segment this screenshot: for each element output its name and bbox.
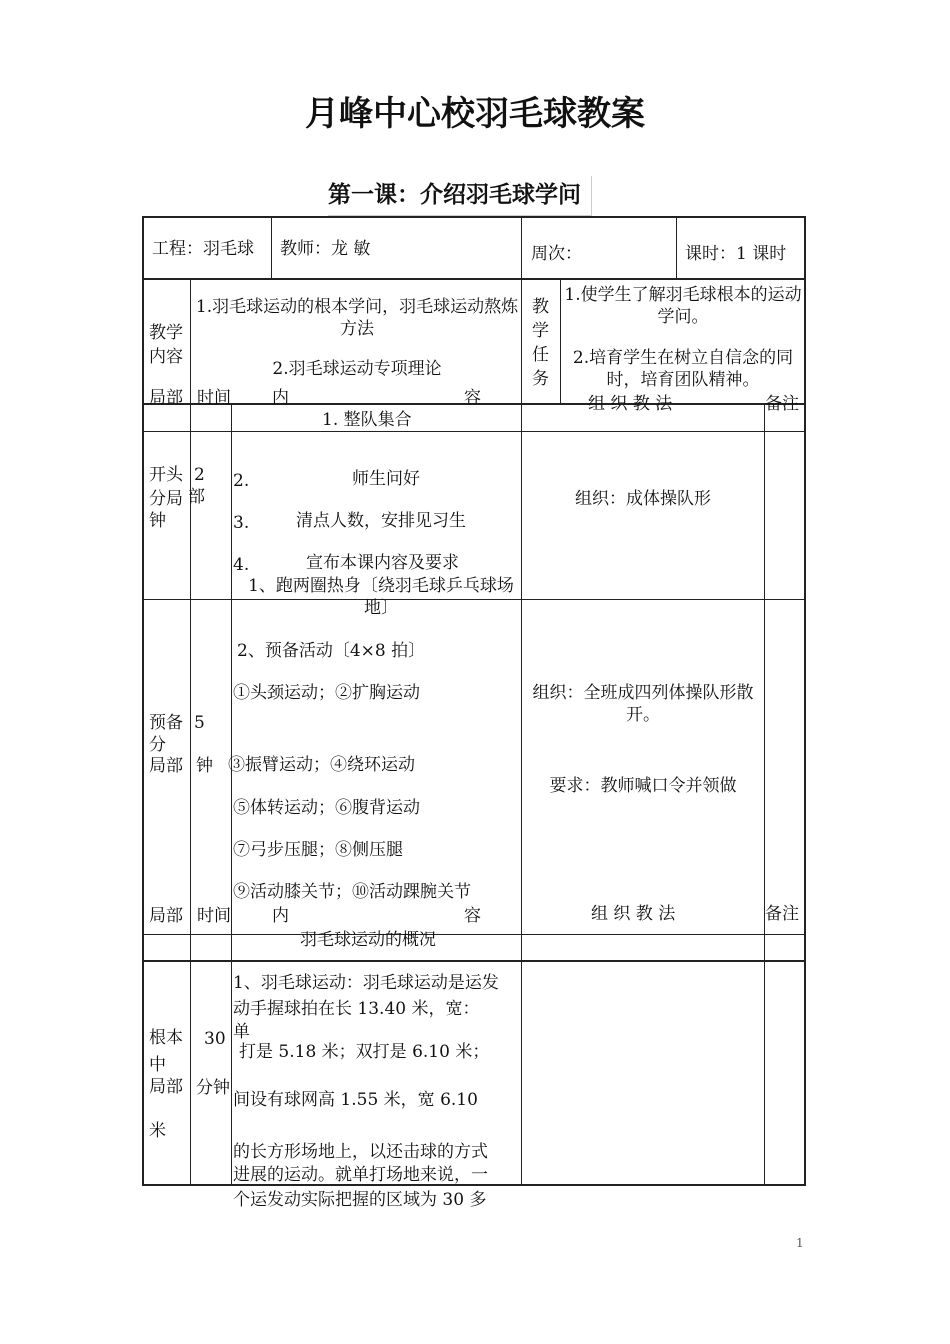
basic-label-1: 根本 — [149, 1028, 183, 1048]
opening-item-3-num: 3. — [233, 513, 250, 533]
opening-item-3: 清点人数，安排见习生 — [296, 511, 466, 531]
warmup-item-3: ①头颈运动；②扩胸运动 — [233, 683, 420, 703]
opening-item-2: 师生问好 — [352, 469, 420, 489]
task-label-4: 务 — [532, 369, 549, 389]
warmup-item-4: ③振臂运动；④绕环运动 — [228, 755, 415, 775]
basic-line-5: 间设有球网高 1.55 米，宽 6.10 — [233, 1090, 478, 1110]
week-cell: 周次： — [531, 244, 582, 264]
basic-label-3: 局部 — [149, 1077, 183, 1097]
warmup-item-7: ⑨活动膝关节；⑩活动踝腕关节 — [233, 882, 471, 902]
content-label-1: 教学 — [149, 323, 183, 343]
col-header-method: 组 织 教 法 — [588, 394, 673, 414]
content-label-2: 内容 — [149, 347, 183, 367]
warmup-label-2: 分 — [149, 735, 166, 755]
warmup-item-5: ⑤体转运动；⑥腹背运动 — [233, 798, 420, 818]
col-header-rong: 容 — [464, 388, 481, 408]
opening-method: 组织：成体操队形 — [575, 489, 711, 509]
basic-line-3: 单 — [233, 1022, 250, 1042]
basic-line-6: 的长方形场地上，以还击球的方式 — [233, 1142, 488, 1162]
warmup-time-1: 5 — [194, 713, 205, 733]
basic-label-4: 米 — [149, 1121, 166, 1141]
task-label-1: 教 — [532, 297, 549, 317]
opening-label-1: 开头 — [149, 465, 183, 485]
warmup-label-3: 局部 — [149, 756, 183, 776]
basic-line-4: 打是 5.18 米；双打是 6.10 米； — [239, 1042, 490, 1062]
basic-heading: 羽毛球运动的概况 — [300, 930, 436, 950]
opening-item-4-num: 4. — [233, 555, 250, 575]
hours-cell: 课时：1 课时 — [685, 244, 787, 264]
col-header-remarks: 备注 — [765, 394, 799, 414]
task-1: 1.使学生了解羽毛球根本的运动学问。 — [564, 285, 802, 327]
opening-item-2-num: 2. — [233, 471, 250, 491]
warmup-item-2: 2、预备活动〔4×8 拍〕 — [237, 641, 426, 661]
opening-label-2: 分局 — [149, 489, 183, 509]
task-label-2: 学 — [532, 321, 549, 341]
project-cell: 工程：羽毛球 — [152, 239, 254, 259]
col-header-nei-2: 内 — [272, 906, 289, 926]
task-2: 2.培育学生在树立自信念的同时，培育团队精神。 — [572, 348, 794, 390]
opening-time-2: 部 — [188, 487, 205, 507]
basic-line-1: 1、羽毛球运动：羽毛球运动是运发 — [233, 973, 499, 993]
basic-line-8: 个运发动实际把握的区域为 30 多 — [233, 1190, 487, 1210]
task-label-3: 任 — [532, 345, 549, 365]
page-title: 月峰中心校羽毛球教案 — [305, 94, 645, 134]
lesson-title: 第一课：介绍羽毛球学问 — [328, 176, 592, 216]
warmup-time-2: 钟 — [196, 756, 213, 776]
warmup-method-2: 要求：教师喊口令并领做 — [549, 776, 737, 796]
opening-item-1: 1. 整队集合 — [322, 410, 412, 430]
col-header-part-2: 局部 — [149, 906, 183, 926]
content-item-1: 1.羽毛球运动的根本学问，羽毛球运动熬炼方法 — [195, 297, 519, 339]
content-item-2: 2.羽毛球运动专项理论 — [272, 359, 442, 379]
warmup-item-6: ⑦弓步压腿；⑧侧压腿 — [233, 840, 403, 860]
basic-line-2: 动手握球拍在长 13.40 米，宽： — [233, 999, 480, 1019]
warmup-method-1: 组织：全班成四列体操队形散开。 — [532, 683, 754, 725]
col-header-method-2: 组 织 教 法 — [591, 904, 676, 924]
opening-time-1: 2 — [194, 465, 205, 485]
page-number: 1 — [796, 1236, 804, 1250]
basic-time-1: 30 — [204, 1029, 226, 1049]
col-header-time-2: 时间 — [197, 906, 231, 926]
basic-label-2: 中 — [149, 1055, 166, 1075]
col-header-nei: 内 — [272, 388, 289, 408]
basic-line-7: 进展的运动。就单打场地来说，一 — [233, 1165, 488, 1185]
opening-item-4: 宣布本课内容及要求 — [306, 553, 459, 573]
basic-time-2: 分钟 — [196, 1078, 230, 1098]
opening-label-3: 钟 — [149, 511, 166, 531]
teacher-cell: 教师：龙 敏 — [280, 239, 371, 259]
col-header-remarks-2: 备注 — [765, 904, 799, 924]
warmup-item-1: 1、跑两圈热身〔绕羽毛球乒乓球场地〕 — [248, 576, 514, 618]
col-header-rong-2: 容 — [464, 906, 481, 926]
col-header-time: 时间 — [197, 388, 231, 408]
warmup-label-1: 预备 — [149, 713, 183, 733]
col-header-part: 局部 — [149, 388, 183, 408]
